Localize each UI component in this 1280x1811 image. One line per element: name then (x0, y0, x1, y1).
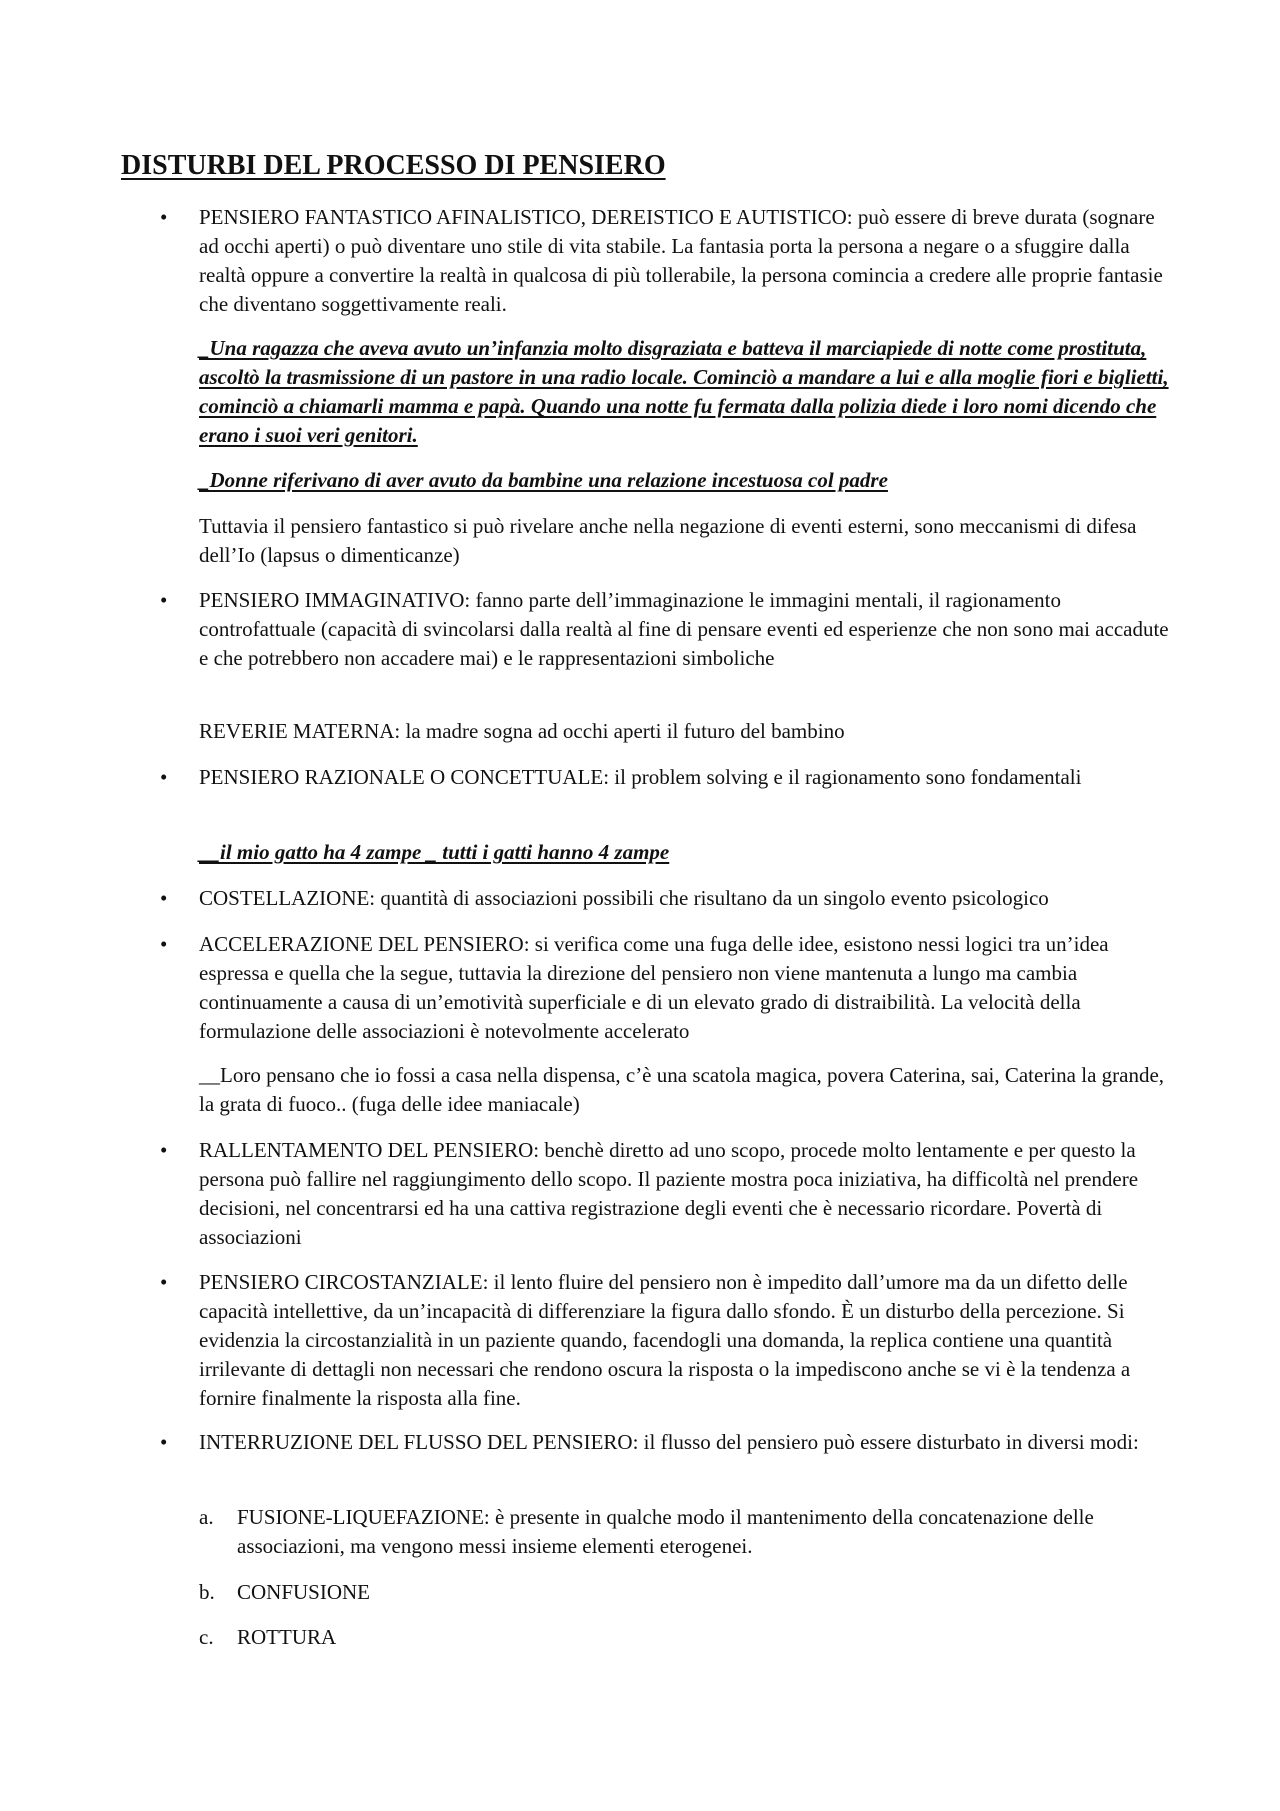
note-reverie-materna: REVERIE MATERNA: la madre sogna ad occhi aperti il futuro del bambino (199, 719, 845, 743)
note-negazione-eventi: Tuttavia il pensiero fantastico si può rivelare anche nella negazione di eventi esterni, sono meccanismi di difesa dell’Io (lapsus o dimenticanze) (199, 514, 1137, 567)
item-costellazione: COSTELLAZIONE: quantità di associazioni possibili che risultano da un singolo evento psicologico (199, 886, 1049, 910)
item-accelerazione-pensiero: ACCELERAZIONE DEL PENSIERO: si verifica come una fuga delle idee, esistono nessi logici tra un’idea espressa e quella che la segue, tuttavia la direzione del pensiero non viene mantenuta a lungo ma cambia continuamente a causa di un’emotività superficiale e di un elevato grado di distraibilità. La velocità della formulazione delle associazioni è notevolmente accelerato (199, 932, 1109, 1043)
item-pensiero-immaginativo: PENSIERO IMMAGINATIVO: fanno parte dell’immaginazione le immagini mentali, il ragionamento controfattuale (capacità di svincolarsi dalla realtà al fine di pensare eventi ed esperienze che non sono mai accadute e che potrebbero non accadere mai) e le rappresentazioni simboliche (199, 588, 1169, 670)
bullet-marker: • (160, 1270, 168, 1294)
item-rallentamento-pensiero: RALLENTAMENTO DEL PENSIERO: benchè diretto ad uno scopo, procede molto lentamente e per questo la persona può fallire nel raggiungimento dello scopo. Il paziente mostra poca iniziativa, ha difficoltà nel prendere decisioni, nel concentrarsi ed ha una cattiva registrazione degli eventi che è necessario ricordare. Povertà di associazioni (199, 1138, 1139, 1249)
page-title: DISTURBI DEL PROCESSO DI PENSIERO (121, 150, 666, 181)
bullet-marker: • (160, 932, 168, 956)
sub-item-fusione: FUSIONE-LIQUEFAZIONE: è presente in qualche modo il mantenimento della concatenazione delle associazioni, ma vengono messi insieme elementi eterogenei. (237, 1505, 1094, 1558)
example-fuga-idee: __Loro pensano che io fossi a casa nella dispensa, c’è una scatola magica, povera Caterina, sai, Caterina la grande, la grata di fuoco.. (fuga delle idee maniacale) (199, 1063, 1165, 1116)
sub-item-marker: c. (199, 1625, 214, 1649)
bullet-marker: • (160, 765, 168, 789)
bullet-marker: • (160, 1138, 168, 1162)
sub-item-marker: a. (199, 1505, 214, 1529)
sub-item-confusione: CONFUSIONE (237, 1580, 371, 1604)
bullet-marker: • (160, 1430, 168, 1454)
bullet-marker: • (160, 205, 168, 229)
example-donne: _Donne riferivano di aver avuto da bambine una relazione incestuosa col padre (199, 468, 888, 492)
bullet-marker: • (160, 886, 168, 910)
sub-item-marker: b. (199, 1580, 215, 1604)
example-gatto: __il mio gatto ha 4 zampe _ tutti i gatti hanno 4 zampe (199, 840, 670, 864)
item-interruzione-flusso: INTERRUZIONE DEL FLUSSO DEL PENSIERO: il flusso del pensiero può essere disturbato in diversi modi: (199, 1430, 1139, 1454)
item-pensiero-circostanziale: PENSIERO CIRCOSTANZIALE: il lento fluire del pensiero non è impedito dall’umore ma da un difetto delle capacità intellettive, da un’incapacità di differenziare la figura dallo sfondo. È un disturbo della percezione. Si evidenzia la circostanzialità in un paziente quando, facendogli una domanda, la replica contiene una quantità irrilevante di dettagli non necessari che rendono oscura la risposta o la impediscono anche se vi è la tendenza a fornire finalmente la risposta alla fine. (199, 1270, 1131, 1410)
bullet-marker: • (160, 588, 168, 612)
item-pensiero-razionale: PENSIERO RAZIONALE O CONCETTUALE: il problem solving e il ragionamento sono fondamentali (199, 765, 1082, 789)
item-pensiero-fantastico: PENSIERO FANTASTICO AFINALISTICO, DEREISTICO E AUTISTICO: può essere di breve durata (sognare ad occhi aperti) o può diventare uno stile di vita stabile. La fantasia porta la persona a negare o a sfuggire dalla realtà oppure a convertire la realtà in qualcosa di più tollerabile, la persona comincia a credere alle proprie fantasie che diventano soggettivamente reali. (199, 205, 1163, 316)
sub-item-rottura: ROTTURA (237, 1625, 337, 1649)
example-ragazza: _Una ragazza che aveva avuto un’infanzia molto disgraziata e batteva il marciapiede di notte come prostituta, ascoltò la trasmissione di un pastore in una radio locale. Cominciò a mandare a lui e alla moglie fiori e biglietti, cominciò a chiamarli mamma e papà. Quando una notte fu fermata dalla polizia diede i loro nomi dicendo che erano i suoi veri genitori. (199, 336, 1169, 447)
